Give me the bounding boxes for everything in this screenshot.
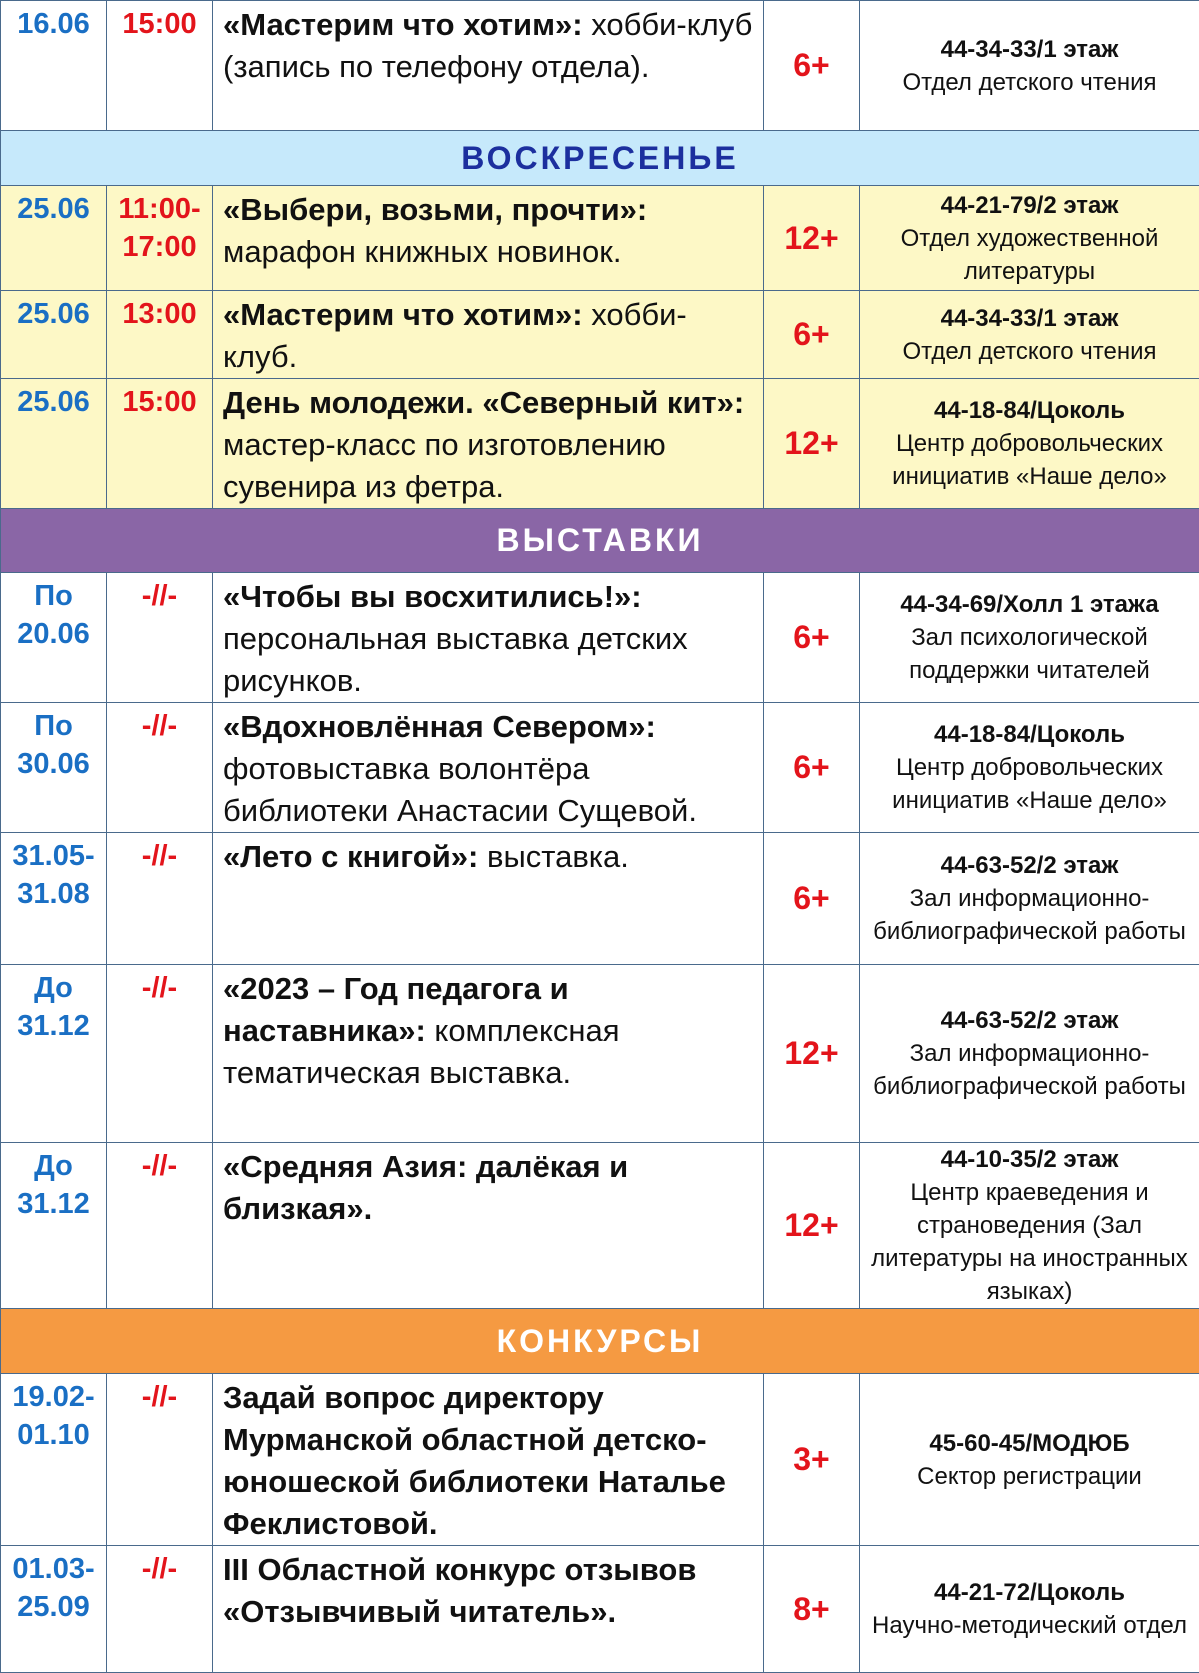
location-phone: 45-60-45/МОДЮБ: [862, 1427, 1197, 1460]
event-title: III Областной конкурс отзывов «Отзывчивый читатель».: [223, 1552, 696, 1629]
event-date: По 30.06: [1, 703, 107, 833]
event-date: 25.06: [1, 186, 107, 291]
age-rating: 6+: [764, 833, 860, 965]
table-row: [1, 186, 1199, 291]
location-phone: 44-18-84/Цоколь: [862, 394, 1197, 427]
event-date: 31.05-31.08: [1, 833, 107, 965]
section-header-sunday: ВОСКРЕСЕНЬЕ: [1, 131, 1199, 186]
event-time: -//-: [107, 1143, 213, 1309]
event-title: «Лето с книгой»:: [223, 839, 478, 874]
location-place: Сектор регистрации: [862, 1460, 1197, 1493]
event-description: [213, 1, 764, 131]
event-text: фотовыставка волонтёра библиотеки Анастасии Сущевой.: [223, 751, 697, 828]
location-phone: 44-21-72/Цоколь: [862, 1576, 1197, 1609]
event-description: [213, 965, 764, 1143]
location-place: Отдел детского чтения: [862, 66, 1197, 99]
event-text: хобби-клуб (запись по телефону отдела).: [223, 7, 752, 84]
event-title: «Вдохновлённая Севером»:: [223, 709, 656, 744]
age-rating: 12+: [764, 965, 860, 1143]
event-date: 01.03-25.09: [1, 1546, 107, 1673]
event-description: [213, 833, 764, 965]
event-time: -//-: [107, 833, 213, 965]
event-date: 25.06: [1, 379, 107, 509]
event-time: 15:00: [107, 1, 213, 131]
location-phone: 44-34-69/Холл 1 этажа: [862, 588, 1197, 621]
event-description: [213, 186, 764, 291]
table-row: [1, 833, 1199, 965]
location-phone: 44-34-33/1 этаж: [862, 33, 1197, 66]
event-time: -//-: [107, 1546, 213, 1673]
event-title: День молодежи. «Северный кит»:: [223, 385, 744, 420]
location-place: Отдел художественной литературы: [862, 222, 1197, 288]
age-rating: 8+: [764, 1546, 860, 1673]
table-row: [1, 1546, 1199, 1673]
event-description: [213, 703, 764, 833]
age-rating: 6+: [764, 703, 860, 833]
event-location: [860, 1374, 1199, 1546]
event-description: [213, 291, 764, 379]
location-phone: 44-18-84/Цоколь: [862, 718, 1197, 751]
event-text: персональная выставка детских рисунков.: [223, 621, 688, 698]
location-place: Центр добровольческих инициатив «Наше дело»: [862, 751, 1197, 817]
event-text: комплексная тематическая выставка.: [223, 1013, 620, 1090]
event-time: -//-: [107, 1374, 213, 1546]
age-rating: 12+: [764, 1143, 860, 1309]
event-time: -//-: [107, 573, 213, 703]
event-time: -//-: [107, 965, 213, 1143]
section-header-contests: КОНКУРСЫ: [1, 1309, 1199, 1374]
event-text: выставка.: [478, 839, 629, 874]
event-location: [860, 1546, 1199, 1673]
event-date: 19.02-01.10: [1, 1374, 107, 1546]
age-rating: 6+: [764, 1, 860, 131]
age-rating: 12+: [764, 379, 860, 509]
section-row: [1, 131, 1199, 186]
location-place: Научно-методический отдел: [862, 1609, 1197, 1642]
event-text: хобби-клуб.: [223, 297, 687, 374]
event-location: [860, 1143, 1199, 1309]
location-place: Зал информационно-библиографической работы: [862, 882, 1197, 948]
event-location: [860, 379, 1199, 509]
age-rating: 3+: [764, 1374, 860, 1546]
location-phone: 44-34-33/1 этаж: [862, 302, 1197, 335]
table-row: [1, 1374, 1199, 1546]
event-description: [213, 379, 764, 509]
location-phone: 44-10-35/2 этаж: [862, 1143, 1197, 1176]
event-location: [860, 573, 1199, 703]
event-title: «Средняя Азия: далёкая и близкая».: [223, 1149, 628, 1226]
event-location: [860, 703, 1199, 833]
event-text: марафон книжных новинок.: [223, 234, 621, 269]
table-row: [1, 1, 1199, 131]
location-place: Центр добровольческих инициатив «Наше дело»: [862, 427, 1197, 493]
table-row: [1, 703, 1199, 833]
event-location: [860, 965, 1199, 1143]
event-date: До 31.12: [1, 965, 107, 1143]
table-row: [1, 573, 1199, 703]
event-description: [213, 1546, 764, 1673]
table-row: [1, 965, 1199, 1143]
event-time: -//-: [107, 703, 213, 833]
location-place: Отдел детского чтения: [862, 335, 1197, 368]
table-row: [1, 1143, 1199, 1309]
event-text: мастер-класс по изготовлению сувенира из фетра.: [223, 427, 666, 504]
event-time: 15:00: [107, 379, 213, 509]
event-description: [213, 1143, 764, 1309]
event-date: 16.06: [1, 1, 107, 131]
age-rating: 6+: [764, 291, 860, 379]
event-title: «Чтобы вы восхитились!»:: [223, 579, 642, 614]
event-date: До 31.12: [1, 1143, 107, 1309]
age-rating: 6+: [764, 573, 860, 703]
table-row: [1, 291, 1199, 379]
location-phone: 44-63-52/2 этаж: [862, 849, 1197, 882]
event-time: 11:00-17:00: [107, 186, 213, 291]
event-description: [213, 1374, 764, 1546]
event-title: «2023 – Год педагога и наставника»:: [223, 971, 569, 1048]
event-date: По 20.06: [1, 573, 107, 703]
event-title: «Мастерим что хотим»:: [223, 7, 583, 42]
section-row: [1, 1309, 1199, 1374]
location-place: Зал информационно-библиографической работы: [862, 1037, 1197, 1103]
event-location: [860, 291, 1199, 379]
location-phone: 44-63-52/2 этаж: [862, 1004, 1197, 1037]
section-row: [1, 509, 1199, 573]
event-location: [860, 186, 1199, 291]
event-location: [860, 1, 1199, 131]
section-header-exhibitions: ВЫСТАВКИ: [1, 509, 1199, 573]
event-title: «Мастерим что хотим»:: [223, 297, 583, 332]
age-rating: 12+: [764, 186, 860, 291]
event-description: [213, 573, 764, 703]
location-place: Центр краеведения и страноведения (Зал литературы на иностранных языках): [862, 1176, 1197, 1308]
event-time: 13:00: [107, 291, 213, 379]
event-date: 25.06: [1, 291, 107, 379]
event-location: [860, 833, 1199, 965]
event-title: «Выбери, возьми, прочти»:: [223, 192, 647, 227]
location-place: Зал психологической поддержки читателей: [862, 621, 1197, 687]
event-title: Задай вопрос директору Мурманской областной детско-юношеской библиотеки Наталье Феклистовой.: [223, 1380, 726, 1541]
table-row: [1, 379, 1199, 509]
location-phone: 44-21-79/2 этаж: [862, 189, 1197, 222]
